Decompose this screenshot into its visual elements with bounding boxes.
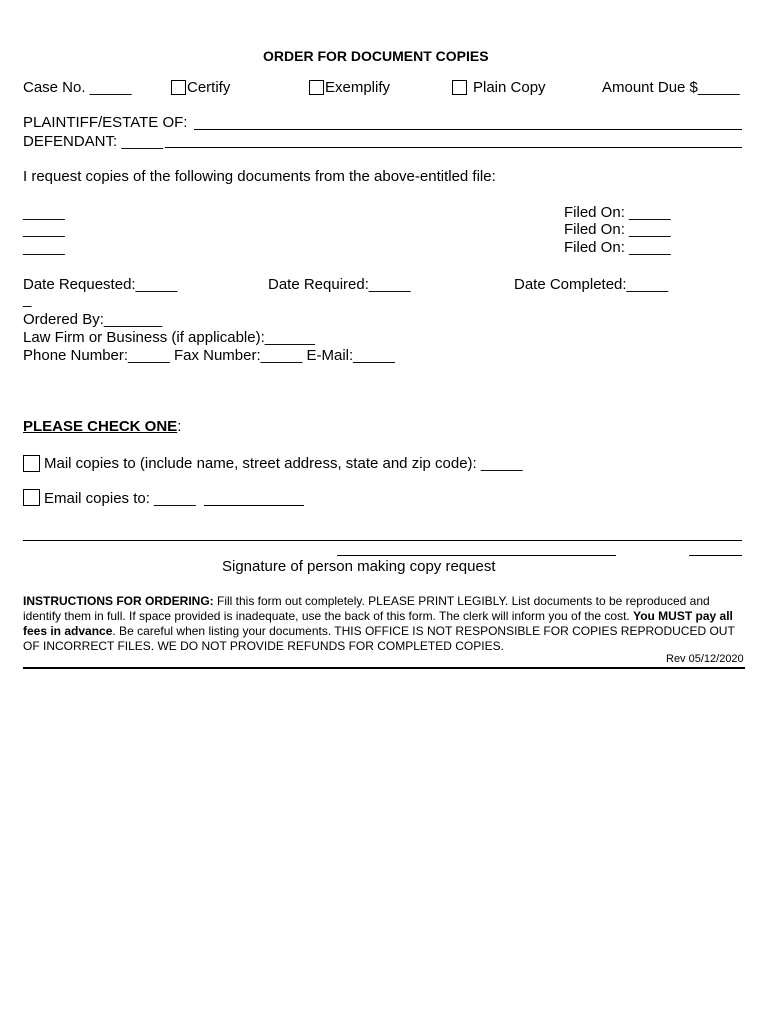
signature-caption: Signature of person making copy request xyxy=(222,558,496,575)
instructions-heading: INSTRUCTIONS FOR ORDERING: xyxy=(23,594,214,608)
please-check-colon: : xyxy=(177,418,182,435)
instructions-fees-notice: You MUST pay all fees in advance xyxy=(23,609,733,638)
defendant-input-line[interactable] xyxy=(165,147,742,148)
revision-date: Rev 05/12/2020 xyxy=(666,653,744,665)
stray-underscore: _ xyxy=(23,291,32,308)
amount-due-field[interactable]: Amount Due $_____ xyxy=(602,79,740,96)
defendant-label: DEFENDANT: _____ xyxy=(23,133,164,150)
plain-copy-label: Plain Copy xyxy=(473,79,546,96)
plaintiff-label: PLAINTIFF/ESTATE OF: xyxy=(23,114,188,131)
signature-date-line[interactable] xyxy=(689,555,742,556)
signature-line[interactable] xyxy=(337,555,616,556)
form-title: ORDER FOR DOCUMENT COPIES xyxy=(263,48,489,64)
plain-copy-checkbox[interactable] xyxy=(452,80,467,95)
filed-on-3[interactable]: Filed On: _____ xyxy=(564,239,671,256)
filed-on-1[interactable]: Filed On: _____ xyxy=(564,204,671,221)
case-number-field[interactable]: Case No. _____ xyxy=(23,79,132,96)
law-firm-field[interactable]: Law Firm or Business (if applicable):______ xyxy=(23,329,315,346)
mail-copies-checkbox[interactable] xyxy=(23,455,40,472)
request-text: I request copies of the following documents from the above-entitled file: xyxy=(23,168,496,185)
instructions-text-2: . Be careful when listing your documents. THIS OFFICE IS NOT RESPONSIBLE FOR COPIES REPRODUCED OUT OF INCORRECT FILES. WE DO NOT PROVIDE REFUNDS FOR COMPLETED COPIES. xyxy=(23,624,735,653)
document-line-3[interactable]: _____ xyxy=(23,239,65,256)
exemplify-checkbox[interactable] xyxy=(309,80,324,95)
please-check-heading: PLEASE CHECK ONE xyxy=(23,418,178,435)
instructions-block xyxy=(23,594,745,654)
email-copies-label: Email copies to: _____ xyxy=(44,490,196,507)
contact-fields[interactable]: Phone Number:_____ Fax Number:_____ E-Mail:_____ xyxy=(23,347,395,364)
date-completed-field[interactable]: Date Completed:_____ xyxy=(514,276,669,293)
document-line-1[interactable]: _____ xyxy=(23,204,65,221)
date-required-field[interactable]: Date Required:_____ xyxy=(268,276,411,293)
filed-on-2[interactable]: Filed On: _____ xyxy=(564,221,671,238)
date-requested-field[interactable]: Date Requested:_____ xyxy=(23,276,178,293)
plaintiff-input-line[interactable] xyxy=(194,129,742,130)
email-input-line[interactable] xyxy=(204,505,304,506)
instructions-text-1: Fill this form out completely. PLEASE PRINT LEGIBLY. List documents to be reproduced and identify them in full. If space provided is inadequate, use the back of this form. The clerk will inform you of the cost. xyxy=(23,594,710,623)
exemplify-label: Exemplify xyxy=(325,79,391,96)
certify-label: Certify xyxy=(187,79,231,96)
mail-copies-label: Mail copies to (include name, street address, state and zip code): _____ xyxy=(44,455,523,472)
signature-separator xyxy=(23,540,742,541)
ordered-by-field[interactable]: Ordered By:_______ xyxy=(23,311,163,328)
bottom-rule xyxy=(23,667,745,669)
email-copies-checkbox[interactable] xyxy=(23,489,40,506)
certify-checkbox[interactable] xyxy=(171,80,186,95)
document-line-2[interactable]: _____ xyxy=(23,221,65,238)
